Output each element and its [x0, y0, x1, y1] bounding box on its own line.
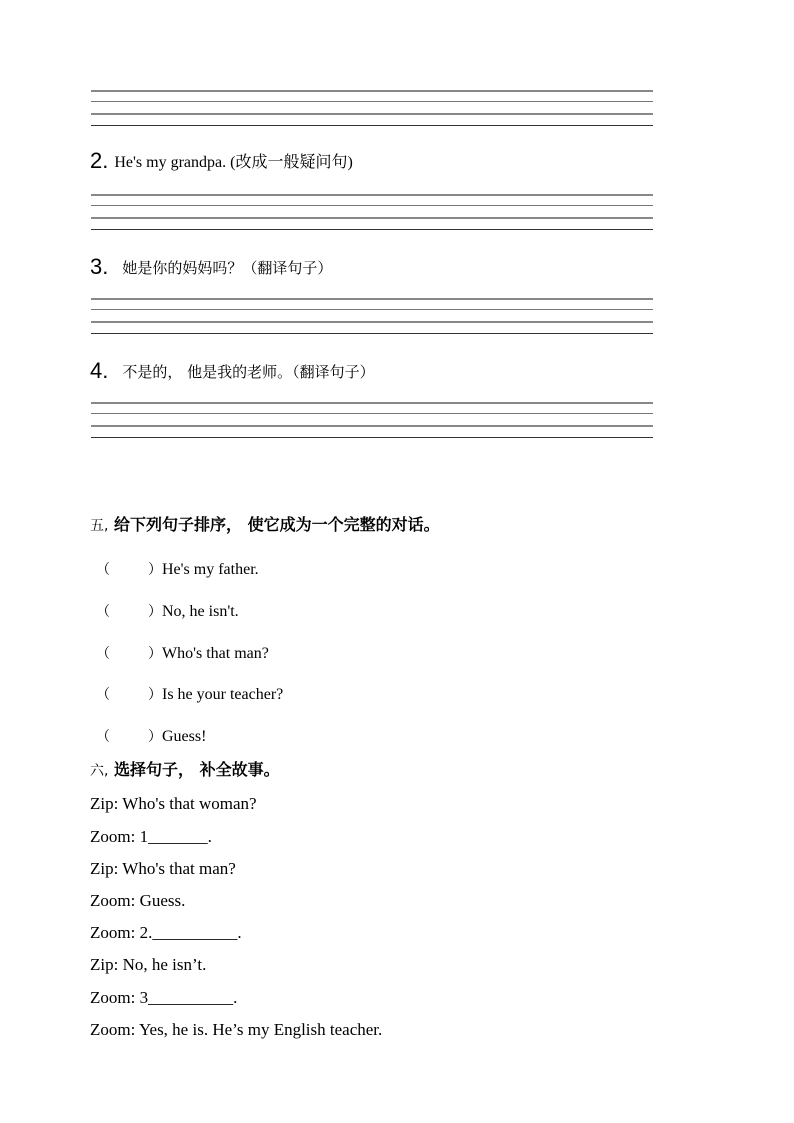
section-5-title: 五, 给下列句子排序， 使它成为一个完整的对话。 [90, 515, 440, 534]
order-item: （ ）No, he isn't. [96, 601, 239, 623]
answer-blank[interactable]: （ [96, 646, 110, 662]
order-item: （ ）Who's that man? [96, 643, 269, 665]
dialogue-line[interactable]: Zoom: 1_______. [90, 827, 212, 846]
writing-lines-q2[interactable] [91, 194, 653, 234]
question-text: He's my grandpa. (改成一般疑问句) [114, 154, 353, 171]
order-sentence: Who's that man? [162, 645, 269, 662]
question-number: 3 [90, 254, 103, 279]
dialogue-line: Zip: Who's that man? [90, 859, 236, 878]
answer-blank[interactable]: （ [96, 604, 110, 620]
section-instruction: 给下列句子排序， 使它成为一个完整的对话。 [114, 515, 440, 534]
order-item: （ ）Guess! [96, 726, 206, 748]
dialogue-line[interactable]: Zoom: 2.__________. [90, 923, 242, 942]
writing-lines-q1[interactable] [91, 90, 653, 130]
question-number: 4 [90, 358, 103, 383]
section-number: 六 [90, 763, 104, 779]
answer-blank[interactable]: （ [96, 687, 110, 703]
writing-lines-q4[interactable] [91, 402, 653, 442]
question-number: 2 [90, 148, 103, 173]
question-text: 她是你的妈妈吗？（翻译句子） [122, 259, 333, 277]
section-6-title: 六, 选择句子， 补全故事。 [90, 760, 280, 779]
question-3: 3. 她是你的妈妈吗？（翻译句子） [90, 254, 333, 279]
order-item: （ ）Is he your teacher? [96, 684, 283, 706]
question-text: 不是的， 他是我的老师。（翻译句子） [122, 363, 375, 381]
order-sentence: He's my father. [162, 561, 259, 578]
question-2: 2. He's my grandpa. (改成一般疑问句) [90, 148, 353, 173]
answer-blank[interactable]: （ [96, 562, 110, 578]
dialogue-line[interactable]: Zoom: 3__________. [90, 988, 238, 1007]
order-item: （ ）He's my father. [96, 559, 259, 581]
dialogue-line: Zoom: Guess. [90, 891, 186, 910]
section-number: 五 [90, 518, 104, 534]
section-instruction: 选择句子， 补全故事。 [114, 760, 280, 779]
writing-lines-q3[interactable] [91, 298, 653, 338]
question-4: 4. 不是的， 他是我的老师。（翻译句子） [90, 358, 375, 383]
order-sentence: No, he isn't. [162, 603, 239, 620]
order-sentence: Is he your teacher? [162, 686, 284, 703]
answer-blank[interactable]: （ [96, 729, 110, 745]
dialogue-line: Zip: No, he isn’t. [90, 955, 207, 974]
order-sentence: Guess! [162, 728, 207, 745]
dialogue-line: Zoom: Yes, he is. He’s my English teacher. [90, 1020, 383, 1039]
dialogue-line: Zip: Who's that woman? [90, 794, 257, 813]
